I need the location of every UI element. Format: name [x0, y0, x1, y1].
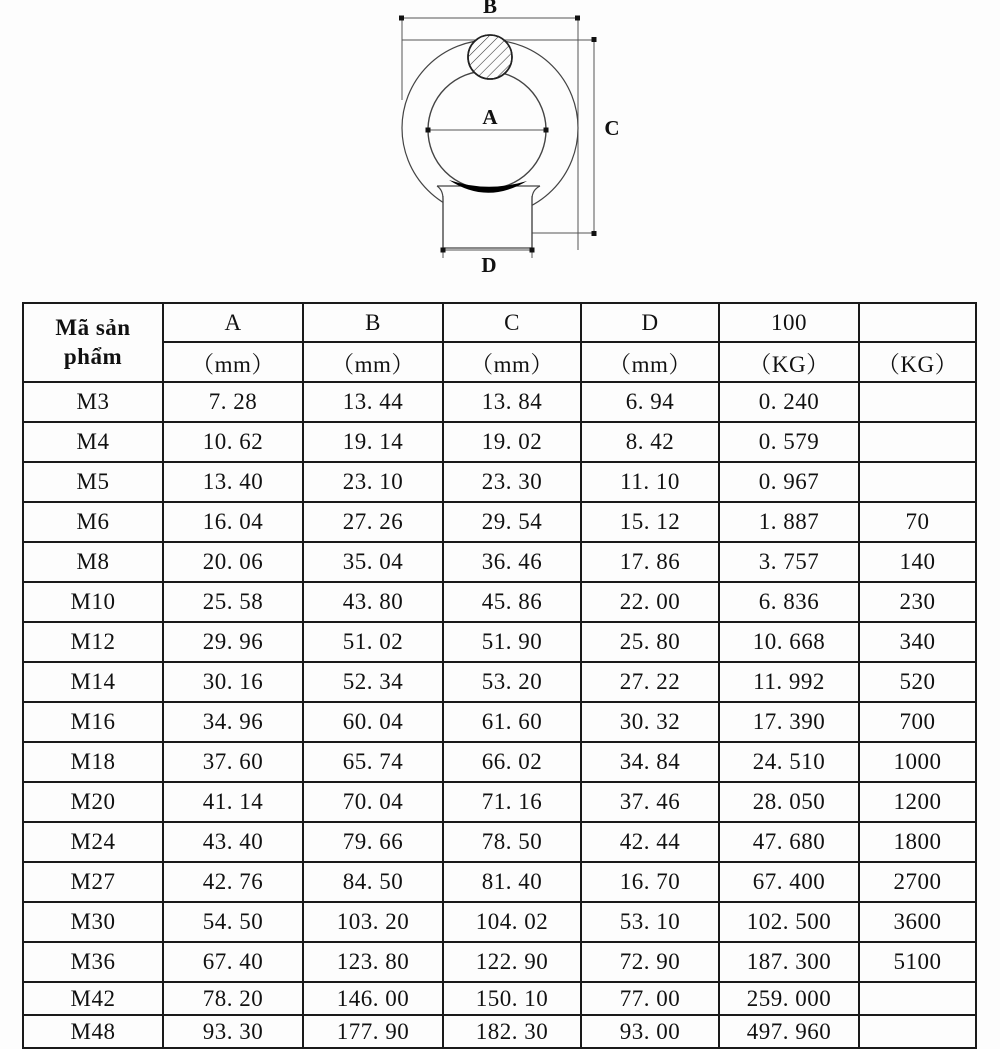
header-unit-b: （mm） [303, 342, 443, 382]
cell-weight: 67. 400 [719, 862, 859, 902]
cell-dim-c: 61. 60 [443, 702, 581, 742]
cell-load: 1800 [859, 822, 976, 862]
table-row [23, 902, 976, 942]
cell-product-code: M20 [23, 782, 163, 822]
cell-product-code: M10 [23, 582, 163, 622]
cell-weight: 6. 836 [719, 582, 859, 622]
cell-dim-a: 20. 06 [163, 542, 303, 582]
cell-dim-c: 182. 30 [443, 1015, 581, 1048]
cell-weight: 0. 967 [719, 462, 859, 502]
cell-dim-b: 52. 34 [303, 662, 443, 702]
cell-dim-c: 71. 16 [443, 782, 581, 822]
cell-weight: 11. 992 [719, 662, 859, 702]
cell-dim-b: 123. 80 [303, 942, 443, 982]
cell-load [859, 462, 976, 502]
cell-product-code: M27 [23, 862, 163, 902]
cell-dim-a: 41. 14 [163, 782, 303, 822]
header-dim-b: B [303, 303, 443, 342]
cell-load [859, 382, 976, 422]
cell-dim-c: 150. 10 [443, 982, 581, 1015]
table-row [23, 422, 976, 462]
table-row [23, 662, 976, 702]
cell-dim-a: 29. 96 [163, 622, 303, 662]
cell-dim-a: 67. 40 [163, 942, 303, 982]
cell-dim-a: 7. 28 [163, 382, 303, 422]
cell-dim-c: 36. 46 [443, 542, 581, 582]
table-header-row-1 [23, 303, 976, 342]
dimension-d [441, 248, 535, 278]
header-unit-d: （mm） [581, 342, 719, 382]
cell-weight: 0. 240 [719, 382, 859, 422]
cell-product-code: M48 [23, 1015, 163, 1048]
cell-product-code: M4 [23, 422, 163, 462]
cell-dim-b: 19. 14 [303, 422, 443, 462]
header-unit-weight: （KG） [719, 342, 859, 382]
table-row [23, 982, 976, 1015]
cell-dim-d: 17. 86 [581, 542, 719, 582]
cell-product-code: M16 [23, 702, 163, 742]
cell-dim-c: 13. 84 [443, 382, 581, 422]
header-unit-c: （mm） [443, 342, 581, 382]
table-row [23, 382, 976, 422]
cell-load [859, 1015, 976, 1048]
cell-product-code: M30 [23, 902, 163, 942]
cell-dim-c: 104. 02 [443, 902, 581, 942]
header-unit-load: （KG） [859, 342, 976, 382]
cell-dim-b: 79. 66 [303, 822, 443, 862]
table-row [23, 582, 976, 622]
cell-dim-b: 43. 80 [303, 582, 443, 622]
cell-weight: 259. 000 [719, 982, 859, 1015]
cell-load: 700 [859, 702, 976, 742]
dimension-c [592, 37, 620, 236]
base-right-fillet [532, 186, 540, 248]
cell-dim-d: 42. 44 [581, 822, 719, 862]
cell-product-code: M18 [23, 742, 163, 782]
cell-load: 70 [859, 502, 976, 542]
cell-dim-b: 60. 04 [303, 702, 443, 742]
cell-dim-c: 23. 30 [443, 462, 581, 502]
cell-dim-c: 45. 86 [443, 582, 581, 622]
cell-dim-b: 103. 20 [303, 902, 443, 942]
cell-dim-b: 146. 00 [303, 982, 443, 1015]
dimension-b [399, 0, 580, 21]
cell-dim-c: 78. 50 [443, 822, 581, 862]
cell-dim-a: 13. 40 [163, 462, 303, 502]
table-row [23, 822, 976, 862]
cell-product-code: M8 [23, 542, 163, 582]
table-row [23, 462, 976, 502]
cell-dim-c: 122. 90 [443, 942, 581, 982]
cell-dim-d: 25. 80 [581, 622, 719, 662]
cell-dim-d: 72. 90 [581, 942, 719, 982]
cell-load: 520 [859, 662, 976, 702]
table-row [23, 862, 976, 902]
cell-load: 340 [859, 622, 976, 662]
header-dim-d: D [581, 303, 719, 342]
cell-dim-d: 8. 42 [581, 422, 719, 462]
cell-weight: 3. 757 [719, 542, 859, 582]
cell-load: 230 [859, 582, 976, 622]
cell-dim-d: 22. 00 [581, 582, 719, 622]
cell-dim-c: 51. 90 [443, 622, 581, 662]
cell-load: 2700 [859, 862, 976, 902]
cell-dim-d: 77. 00 [581, 982, 719, 1015]
cell-dim-d: 11. 10 [581, 462, 719, 502]
cell-product-code: M14 [23, 662, 163, 702]
cell-dim-d: 30. 32 [581, 702, 719, 742]
base-shank-outline [443, 196, 532, 248]
cell-dim-b: 84. 50 [303, 862, 443, 902]
cell-product-code: M5 [23, 462, 163, 502]
cell-weight: 1. 887 [719, 502, 859, 542]
header-dim-c: C [443, 303, 581, 342]
cell-dim-b: 177. 90 [303, 1015, 443, 1048]
cell-dim-d: 15. 12 [581, 502, 719, 542]
specification-table-container [22, 302, 975, 1049]
cell-dim-c: 19. 02 [443, 422, 581, 462]
header-product-code: Mã sản phẩm [23, 303, 163, 382]
table-header-row-2 [23, 342, 976, 382]
cell-load: 1000 [859, 742, 976, 782]
cell-weight: 28. 050 [719, 782, 859, 822]
cell-dim-b: 65. 74 [303, 742, 443, 782]
cell-dim-b: 23. 10 [303, 462, 443, 502]
cell-dim-d: 27. 22 [581, 662, 719, 702]
specification-table [22, 302, 977, 1049]
table-row [23, 942, 976, 982]
header-dim-a: A [163, 303, 303, 342]
header-quantity-100: 100 [719, 303, 859, 342]
cell-dim-a: 54. 50 [163, 902, 303, 942]
cell-dim-b: 13. 44 [303, 382, 443, 422]
cell-dim-d: 6. 94 [581, 382, 719, 422]
cell-dim-a: 10. 62 [163, 422, 303, 462]
cell-dim-d: 34. 84 [581, 742, 719, 782]
cell-product-code: M36 [23, 942, 163, 982]
table-row [23, 542, 976, 582]
cell-dim-b: 70. 04 [303, 782, 443, 822]
dimension-d-label: D [481, 253, 497, 277]
cell-dim-c: 29. 54 [443, 502, 581, 542]
cell-dim-c: 53. 20 [443, 662, 581, 702]
cell-load: 5100 [859, 942, 976, 982]
cell-dim-c: 66. 02 [443, 742, 581, 782]
cell-product-code: M6 [23, 502, 163, 542]
dimension-b-label: B [482, 0, 498, 18]
cell-dim-a: 43. 40 [163, 822, 303, 862]
cell-load [859, 982, 976, 1015]
cell-load [859, 422, 976, 462]
table-row [23, 502, 976, 542]
cell-product-code: M42 [23, 982, 163, 1015]
cell-weight: 17. 390 [719, 702, 859, 742]
cell-weight: 47. 680 [719, 822, 859, 862]
base-left-fillet [437, 186, 443, 248]
cell-dim-a: 30. 16 [163, 662, 303, 702]
cell-dim-a: 37. 60 [163, 742, 303, 782]
cell-dim-d: 93. 00 [581, 1015, 719, 1048]
cell-weight: 102. 500 [719, 902, 859, 942]
cell-load: 1200 [859, 782, 976, 822]
cell-load: 140 [859, 542, 976, 582]
cell-dim-d: 37. 46 [581, 782, 719, 822]
cell-dim-a: 93. 30 [163, 1015, 303, 1048]
table-row [23, 622, 976, 662]
cell-dim-a: 34. 96 [163, 702, 303, 742]
product-dimension-diagram [0, 0, 1000, 290]
cell-weight: 24. 510 [719, 742, 859, 782]
cell-dim-b: 35. 04 [303, 542, 443, 582]
table-row [23, 782, 976, 822]
cell-weight: 10. 668 [719, 622, 859, 662]
cell-load: 3600 [859, 902, 976, 942]
dimension-a-label: A [482, 105, 498, 129]
cell-dim-a: 16. 04 [163, 502, 303, 542]
cell-dim-c: 81. 40 [443, 862, 581, 902]
header-unit-a: （mm） [163, 342, 303, 382]
cell-dim-a: 78. 20 [163, 982, 303, 1015]
cell-dim-b: 51. 02 [303, 622, 443, 662]
table-row [23, 742, 976, 782]
cell-weight: 187. 300 [719, 942, 859, 982]
cell-dim-a: 25. 58 [163, 582, 303, 622]
cell-dim-d: 16. 70 [581, 862, 719, 902]
header-load-blank [859, 303, 976, 342]
dimension-c-label: C [604, 116, 620, 140]
cell-product-code: M24 [23, 822, 163, 862]
cell-dim-d: 53. 10 [581, 902, 719, 942]
table-row [23, 1015, 976, 1048]
cell-product-code: M3 [23, 382, 163, 422]
cell-product-code: M12 [23, 622, 163, 662]
cell-dim-b: 27. 26 [303, 502, 443, 542]
eye-nut-drawing-svg [0, 0, 1000, 290]
cell-weight: 0. 579 [719, 422, 859, 462]
table-row [23, 702, 976, 742]
cell-dim-a: 42. 76 [163, 862, 303, 902]
cell-weight: 497. 960 [719, 1015, 859, 1048]
